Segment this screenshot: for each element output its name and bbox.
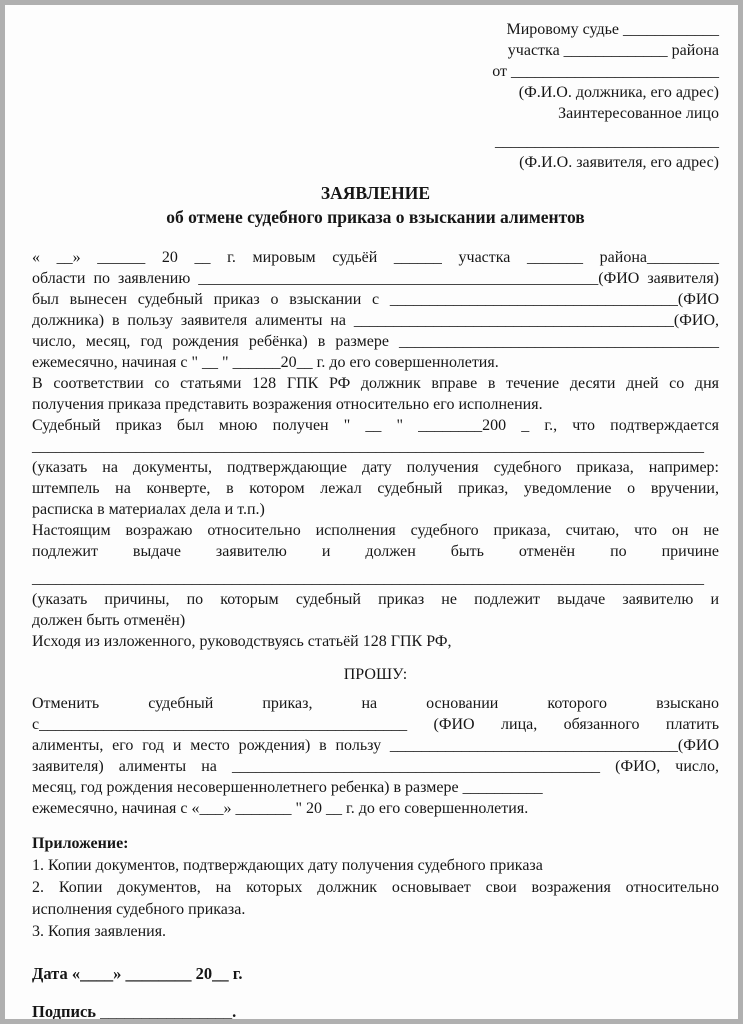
request-heading: ПРОШУ: [343, 666, 408, 683]
header-line-debtor-caption: (Ф.И.О. должника, его адрес) [518, 84, 719, 101]
header-line-precinct: участка _____________ района [507, 42, 719, 59]
appendix-item-3: 3. Копия заявления. [32, 923, 167, 940]
header-line-applicant-caption: (Ф.И.О. заявителя, его адрес) [519, 154, 719, 171]
appendix-item-2: 2. Копии документов, на которых должник основывает свои возражения относительно [32, 879, 719, 896]
signature-line: Подпись ________________. [32, 1002, 237, 1021]
text-line: (указать на документы, подтверждающие дату получения судебного приказа, например: [32, 459, 719, 476]
appendix-section [32, 833, 719, 943]
text-line: число, месяц, год рождения ребёнка) в размере ________________________________________ [32, 333, 719, 350]
date-line: Дата «____» ________ 20__ г. [32, 964, 243, 983]
text-line: расписка в материалах дела и т.п.) [32, 501, 265, 518]
header-line-judge: Мировому судье ____________ [506, 21, 719, 38]
appendix-heading: Приложение: [32, 835, 129, 852]
text-line: Исходя из изложенного, руководствуясь статьёй 128 ГПК РФ, [32, 633, 452, 650]
text-line: с______________________________________________ (ФИО лица, обязанного платить [32, 716, 719, 733]
text-line: области по заявлению __________________________________________________(ФИО заявителя) [32, 270, 719, 287]
text-line: штемпель на конверте, в котором лежал судебный приказ, уведомление о вручении, [32, 480, 719, 497]
body-paragraph-1 [32, 247, 719, 652]
body-paragraph-2 [32, 693, 719, 819]
text-line: Настоящим возражаю относительно исполнения судебного приказа, считаю, что он не [32, 522, 719, 539]
text-line: подлежит выдаче заявителю и должен быть отменён по причине [32, 543, 719, 560]
text-line: Судебный приказ был мною получен " __ " ________200 _ г., что подтверждается [32, 417, 719, 434]
header-blank-line: ____________________________ [495, 133, 719, 150]
text-line: должен быть отменён) [32, 612, 186, 629]
text-line: « __» ______ 20 __ г. мировым судьёй ______ участка _______ района_________ [32, 249, 719, 266]
title-subtitle: об отмене судебного приказа о взыскании алиментов [166, 207, 585, 227]
text-line: был вынесен судебный приказ о взыскании с ____________________________________(ФИО [32, 291, 719, 308]
appendix-item-1: 1. Копии документов, подтверждающих дату получения судебного приказа [32, 857, 543, 874]
text-line: алименты, его год и место рождения) в пользу ____________________________________(ФИО [32, 737, 719, 754]
text-line: ежемесячно, начиная с " __ " ______20__ г. до его совершеннолетия. [32, 354, 499, 371]
text-line: ежемесячно, начиная с «___» _______ " 20 __ г. до его совершеннолетия. [32, 800, 529, 817]
text-line: заявителя) алименты на ______________________________________________ (ФИО, число, [32, 758, 719, 775]
text-line: получения приказа представить возражения относительно его исполнения. [32, 396, 543, 413]
appendix-item-2-continued: исполнения судебного приказа. [32, 901, 246, 918]
fill-in-blank-line: ____________________________________________________________________________________ [32, 438, 704, 455]
text-line: месяц, год рождения несовершеннолетнего ребенка) в размере __________ [32, 779, 543, 796]
title-main: ЗАЯВЛЕНИЕ [320, 183, 431, 203]
court-header-block [457, 19, 719, 173]
text-line: должника) в пользу заявителя алименты на ________________________________________(ФИО, [32, 312, 719, 329]
fill-in-blank-line: ____________________________________________________________________________________ [32, 570, 704, 587]
text-line: Отменить судебный приказ, на основании которого взыскано [32, 695, 719, 712]
text-line: (указать причины, по которым судебный приказ не подлежит выдаче заявителю и [32, 591, 719, 608]
text-line: В соответствии со статьями 128 ГПК РФ должник вправе в течение десяти дней со дня [32, 375, 719, 392]
header-line-from: от __________________________ [492, 63, 719, 80]
document-title [32, 181, 719, 229]
header-line-interested-party: Заинтересованное лицо [558, 105, 719, 122]
